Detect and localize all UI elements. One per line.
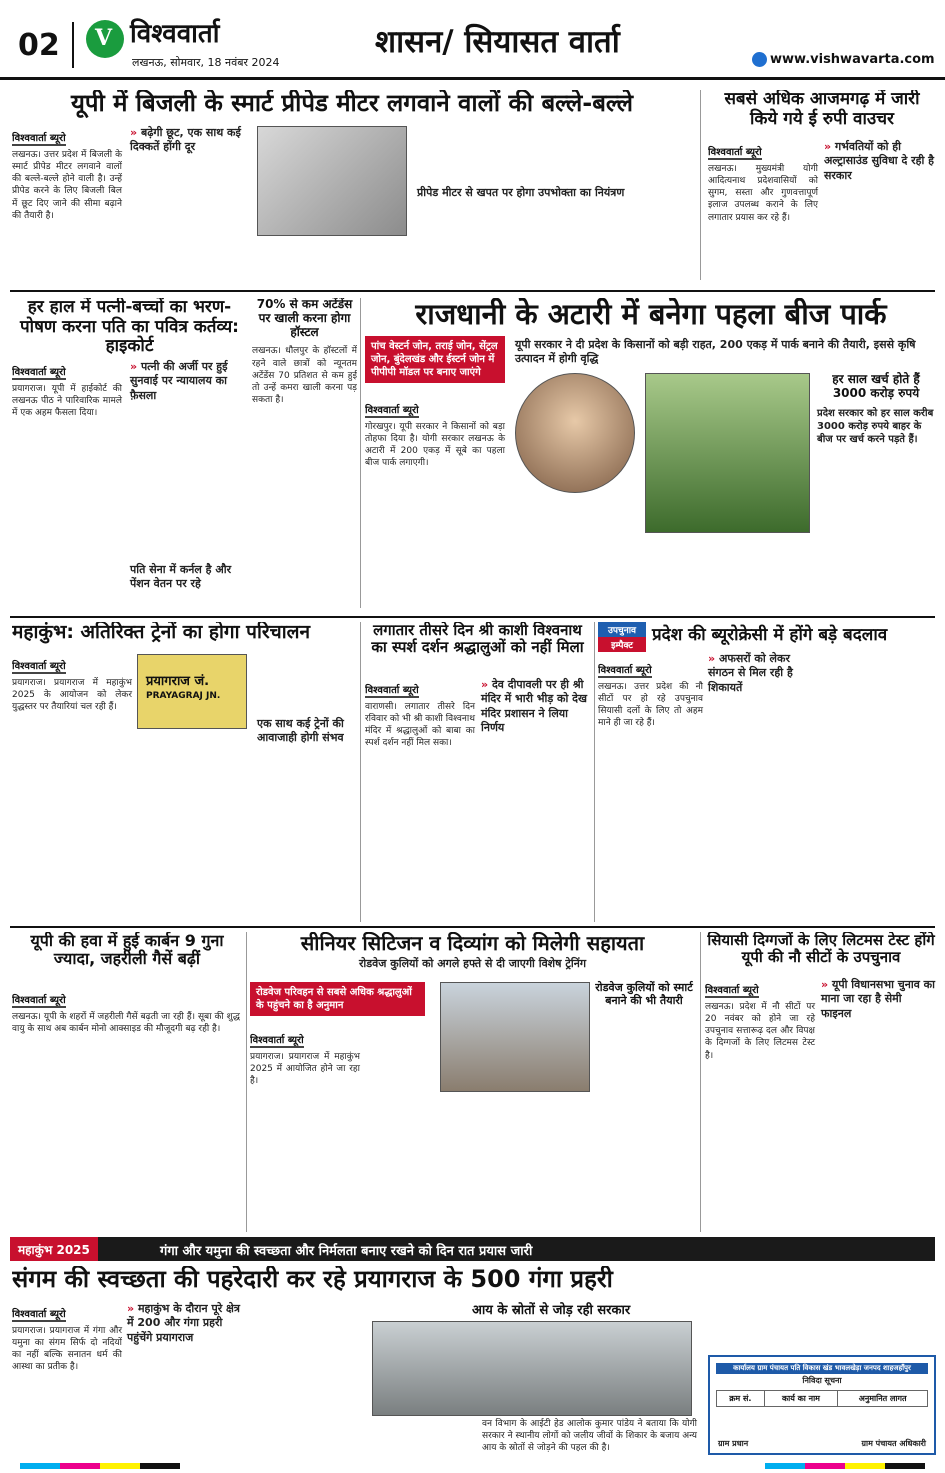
byline: विश्ववार्ता ब्यूरो [12, 130, 66, 146]
farmer-photo [645, 373, 810, 533]
globe-icon [752, 52, 767, 67]
article-kashi-vishwanath [365, 622, 590, 922]
sidebar-headline: हर साल खर्च होते हैं 3000 करोड़ रुपये [832, 372, 920, 400]
deck: » बढ़ेगी छूट, एक साथ कई दिक्कतें होंगी दूर [130, 126, 241, 154]
article-smart-meter [12, 90, 692, 280]
byline: विश्ववार्ता ब्यूरो [365, 402, 419, 418]
article-e-rupi [708, 90, 936, 280]
article-body: प्रयागराज। प्रयागराज में महाकुंभ 2025 के आयोजन को लेकर युद्धस्तर पर तैयारियां चल रही हैं। [12, 678, 132, 713]
banner-text: गंगा और यमुना की स्वच्छता और निर्मलता बनाए रखने को दिन रात प्रयास जारी [160, 1244, 533, 1259]
category-tag: उपचुनाव [598, 622, 646, 637]
banner-tag: महाकुंभ 2025 [10, 1237, 98, 1261]
article-bureaucracy [598, 622, 936, 922]
masthead [0, 0, 945, 80]
section-divider [10, 290, 935, 292]
article-roadways-porters [250, 932, 695, 1232]
notice-signer-left: ग्राम प्रधान [718, 1438, 749, 1448]
column-rule [700, 90, 701, 280]
article-body: लखनऊ। धौलपुर के हॉस्टलों में रहने वाले छात्रों को न्यूनतम अटेंडेंस 70 प्रतिशत से कम हुई तो उन्हें कमरा खाली करना पड़ सकता है। [252, 346, 357, 405]
headline: 70% से कम अटेंडेंस पर खाली करना होगा हॉस्टल [256, 298, 353, 339]
subhead: पति सेना में कर्नल है और पेंशन वेतन पर रहे [130, 562, 232, 591]
article-body: लखनऊ। उत्तर प्रदेश में बिजली के स्मार्ट प्रीपेड मीटर लगवाने वालों की बल्ले-बल्ले होने वाली है। उन्हें प्रीपेड करने के लिए बिजली बिल में छूट दिए जाने की सीमा बढ़ाने की तैयारी है। [12, 150, 122, 221]
table-header: कार्य का नाम [764, 1391, 838, 1407]
subhead: एक साथ कई ट्रेनों की आवाजाही होगी संभव [257, 717, 344, 745]
subhead: यूपी सरकार ने दी प्रदेश के किसानों को बड़ी राहत, 200 एकड़ में पार्क बनाने की तैयारी, इससे कृषि उत्पादन में होगी वृद्धि [515, 338, 916, 366]
column-rule [594, 622, 595, 922]
website-link[interactable]: www.vishwavarta.com [770, 52, 935, 67]
dateline: लखनऊ, सोमवार, 18 नवंबर 2024 [132, 56, 280, 69]
article-hostel [252, 298, 357, 608]
headline: संगम की स्वच्छता की पहरेदारी कर रहे प्रयागराज के 500 गंगा प्रहरी [12, 1266, 613, 1293]
headline: प्रदेश की ब्यूरोक्रेसी में होंगे बड़े बदलाव [652, 625, 888, 645]
section-divider [10, 616, 935, 618]
article-high-court [12, 298, 247, 608]
buses-photo [440, 982, 590, 1092]
sidebar-headline: रोडवेज कुलियों को स्मार्ट बनाने की भी तैयारी [595, 981, 693, 1007]
headline: सीनियर सिटिजन व दिव्यांग को मिलेगी सहायता [300, 932, 645, 955]
print-color-bar [20, 1463, 180, 1469]
article-body: प्रयागराज। प्रयागराज में गंगा और यमुना का संगम सिर्फ दो नदियों का नहीं बल्कि सनातन धर्म की आस्था का प्रतीक है। [12, 1326, 122, 1373]
headline: सबसे अधिक आजमगढ़ में जारी किये गये ई रुपी वाउचर [724, 90, 920, 129]
article-mahakumbh-trains [12, 622, 355, 922]
station-sign-photo [137, 654, 247, 729]
byline: विश्ववार्ता ब्यूरो [12, 658, 66, 674]
notice-signer-right: ग्राम पंचायत अधिकारी [861, 1438, 926, 1448]
article-body: लखनऊ। यूपी के शहरों में जहरीली गैसें बढ़ती जा रही हैं। सूबा की शुद्ध वायु के साथ अब कार्बन मोनो आक्साइड की मौजूदगी बढ़ रही है। [12, 1012, 240, 1035]
page-number: 02 [18, 28, 60, 63]
photo-caption-box: पांच वेस्टर्न जोन, तराई जोन, सेंट्रल जोन, बुंदेलखंड और ईस्टर्न जोन में पीपीपी मॉडल पर बनाए जाएंगे [365, 336, 505, 383]
category-tag-secondary: इम्पैक्ट [598, 637, 646, 652]
column-rule [360, 622, 361, 922]
notice-title: कार्यालय ग्राम पंचायत पति विकास खंड भावलखेड़ा जनपद शाहजहाँपुर [716, 1363, 928, 1374]
article-body: गोरखपुर। यूपी सरकार ने किसानों को बड़ा तोहफा दिया है। योगी सरकार लखनऊ के अटारी में 200 एकड़ में सूबे का पहला बीज पार्क लगाएगी। [365, 422, 505, 469]
table-header: क्रम सं. [717, 1391, 765, 1407]
article-body: प्रयागराज। यूपी में हाईकोर्ट की लखनऊ पीठ ने पारिवारिक मामले में एक अहम फैसला दिया। [12, 384, 122, 419]
column-rule [360, 298, 361, 608]
byline: विश्ववार्ता ब्यूरो [365, 682, 419, 698]
byline: विश्ववार्ता ब्यूरो [598, 662, 652, 678]
column-rule [700, 932, 701, 1232]
section-divider [10, 926, 935, 928]
byline: विश्ववार्ता ब्यूरो [12, 1306, 66, 1322]
notice-table [716, 1390, 928, 1407]
deck: » अफसरों को लेकर संगठन से मिल रही है शिकायतें [708, 652, 793, 694]
notice-subtitle: निविदा सूचना [802, 1376, 842, 1386]
sidebar-text: प्रदेश सरकार को हर साल करीब 3000 करोड़ रुपये बाहर के बीज पर खर्च करने पड़ते हैं। [817, 407, 934, 445]
sub-article-headline: आय के स्रोतों से जोड़ रही सरकार [472, 1303, 631, 1318]
deck: » पत्नी की अर्जी पर हुई सुनवाई पर न्यायालय का फ़ैसला [130, 360, 228, 402]
table-header: अनुमानित लागत [838, 1391, 928, 1407]
station-sign-text-english: PRAYAGRAJ JN. [146, 691, 221, 701]
article-ganga-prahari [12, 1266, 702, 1456]
river-photo [372, 1321, 692, 1416]
article-body: लखनऊ। प्रदेश में नौ सीटों पर 20 नवंबर को होने जा रहे उपचुनाव सत्तारूढ़ दल और विपक्ष के दिग्गजों के लिए लिटमस टेस्ट है। [705, 1002, 815, 1061]
headline: हर हाल में पत्नी-बच्चों का भरण-पोषण करना पति का पवित्र कर्तव्य: हाइकोर्ट [20, 298, 239, 357]
subhead: प्रीपेड मीटर से खपत पर होगा उपभोक्ता का नियंत्रण [417, 186, 625, 199]
sub-article-body: वन विभाग के आईटी हेड आलोक कुमार पांडेय ने बताया कि योगी सरकार ने स्थानीय लोगों को जलीय जीवों के शिकार के बजाय अन्य आय के स्रोतों से जोड़ने की पहल की है। [482, 1419, 697, 1454]
headline: महाकुंभ: अतिरिक्त ट्रेनों का होगा परिचालन [12, 622, 311, 643]
headline: लगातार तीसरे दिन श्री काशी विश्वनाथ का स्पर्श दर्शन श्रद्धालुओं को नहीं मिला [371, 622, 584, 657]
article-body: प्रयागराज। प्रयागराज में महाकुंभ 2025 में आयोजित होने जा रहा है। [250, 1052, 360, 1087]
byline: विश्ववार्ता ब्यूरो [705, 982, 759, 998]
article-body: लखनऊ। मुख्यमंत्री योगी आदित्यनाथ प्रदेशवासियों को सुगम, सस्ता और गुणवत्तापूर्ण इलाज उपलब्ध कराने के लिए लगातार प्रयास कर रहे हैं। [708, 164, 818, 223]
brand-name: विश्ववार्ता [130, 19, 220, 49]
article-body: वाराणसी। लगातार तीसरे दिन रविवार को भी श्री काशी विश्वनाथ मंदिर में श्रद्धालुओं को बाबा का स्पर्श दर्शन नहीं मिल सका। [365, 702, 475, 749]
headline: यूपी में बिजली के स्मार्ट प्रीपेड मीटर लगवाने वालों की बल्ले-बल्ले [70, 90, 634, 117]
mahakumbh-banner [10, 1237, 935, 1261]
tender-notice [708, 1355, 936, 1455]
byline: विश्ववार्ता ब्यूरो [250, 1032, 304, 1048]
headline: सियासी दिग्गजों के लिए लिटमस टेस्ट होंगे यूपी की नौ सीटों के उपचुनाव [707, 932, 935, 967]
station-sign-text: प्रयागराज जं. [146, 674, 210, 689]
byline: विश्ववार्ता ब्यूरो [708, 144, 762, 160]
column-rule [246, 932, 247, 1232]
deck: » यूपी विधानसभा चुनाव का माना जा रहा है सेमी फाइनल [821, 978, 935, 1020]
deck: » देव दीपावली पर ही श्री मंदिर में भारी भीड़ को देख मंदिर प्रशासन ने लिया निर्णय [481, 678, 588, 734]
byline: विश्ववार्ता ब्यूरो [12, 992, 66, 1008]
deck: » गर्भवतियों को ही अल्ट्रासाउंड सुविधा दे रही है सरकार [824, 140, 934, 182]
page-number-divider [72, 22, 74, 68]
article-seed-park [365, 298, 937, 610]
article-body: लखनऊ। उत्तर प्रदेश की नौ सीटों पर हो रहे उपचुनाव सियासी दलों के लिए तो अहम माने ही जा रहे हैं। [598, 682, 703, 729]
section-title: शासन/ सियासत वार्ता [375, 24, 620, 60]
headline: राजधानी के अटारी में बनेगा पहला बीज पार्क [415, 298, 887, 331]
deck: » महाकुंभ के दौरान पूरे क्षेत्र में 200 और गंगा प्रहरी पहुंचेंगे प्रयागराज [127, 1302, 241, 1344]
brand-logo-icon [86, 20, 124, 58]
article-by-elections [705, 932, 937, 1232]
article-air-pollution [12, 932, 242, 1232]
print-color-bar [765, 1463, 925, 1469]
subhead: रोडवेज कुलियों को अगले हफ्ते से दी जाएगी विशेष ट्रेनिंग [358, 957, 587, 970]
headline: यूपी की हवा में हुई कार्बन 9 गुना ज्यादा, जहरीली गैसें बढ़ीं [30, 932, 224, 969]
minister-photo [515, 373, 635, 493]
smart-meter-photo [257, 126, 407, 236]
byline: विश्ववार्ता ब्यूरो [12, 364, 66, 380]
deck-box: रोडवेज परिवहन से सबसे अधिक श्रद्धालुओं के पहुंचने का है अनुमान [250, 982, 425, 1016]
